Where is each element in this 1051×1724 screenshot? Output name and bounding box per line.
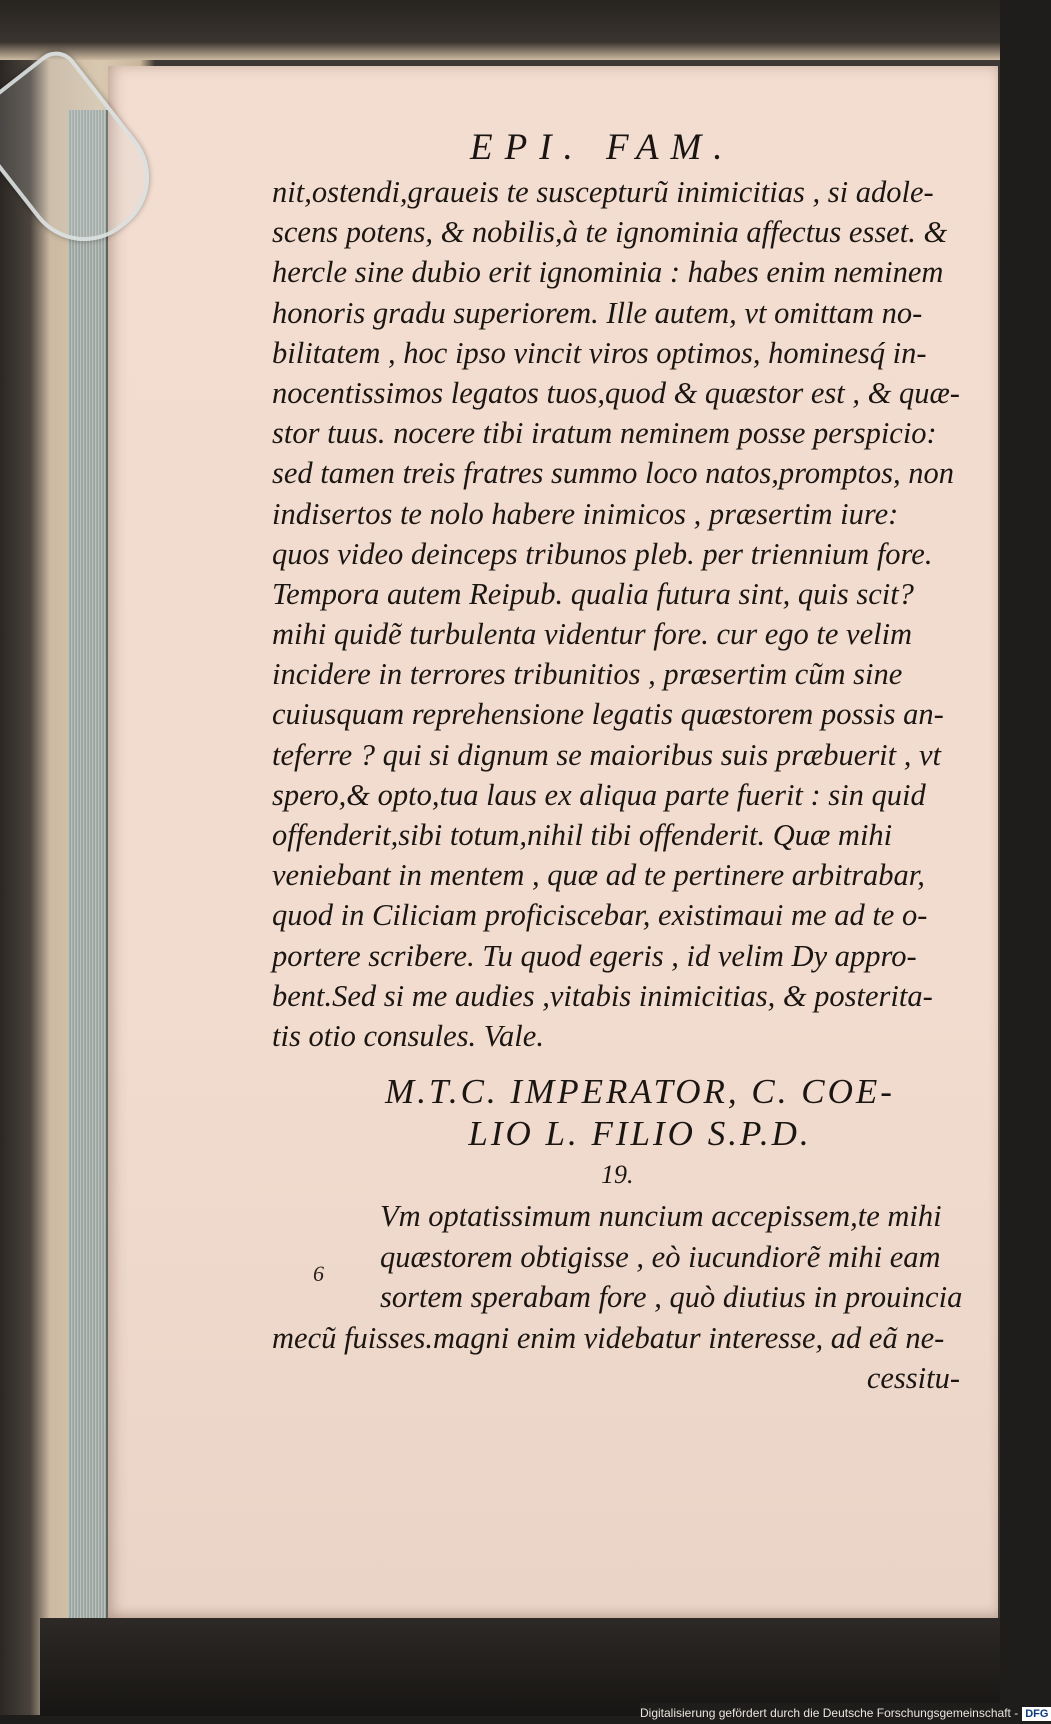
page-edge-stack [68,110,109,1630]
letter-line: mecũ fuisses.magni enim videbatur interesse, ad eã ne- [272,1320,945,1355]
text-line: incidere in terrores tribunitios , præsertim cũm sine [272,657,903,692]
letter-line: quæstorem obtigisse , eò iucundiorẽ mihi eam [380,1239,941,1274]
text-line: portere scribere. Tu quod egeris , id velim Dy appro- [272,938,917,973]
epistle-heading-line2: LIO L. FILIO S.P.D. [468,1114,812,1153]
running-head: EPI. FAM. [470,127,735,168]
digitization-footer [640,1703,1049,1724]
text-line: sed tamen treis fratres summo loco natos,promptos, non [272,456,955,491]
letter-text [272,1196,1000,1399]
text-line: teferre ? qui si dignum se maioribus suis præbuerit , vt [272,737,942,772]
text-line: mihi quidẽ turbulenta videntur fore. cur ego te velim [272,617,913,652]
text-line: nit,ostendi,graueis te suscepturũ inimicitias , si adole- [272,175,934,209]
text-line: veniebant in mentem , quæ ad te pertinere arbitrabar, [272,858,925,893]
letter-line: sortem sperabam fore , quò diutius in prouincia [380,1280,963,1314]
text-line: Tempora autem Reipub. qualia futura sint, quis scit? [272,576,914,611]
text-line: tis otio consules. Vale. [272,1018,544,1053]
binding-top-edge [0,0,1000,60]
margin-number: 6 [313,1261,324,1286]
text-line: cuiusquam reprehensione legatis quæstorem possis an- [272,697,944,732]
text-line: spero,& opto,tua laus ex aliqua parte fuerit : sin quid [272,777,926,812]
body-text [272,172,992,1056]
text-line: quos video deinceps tribunos pleb. per triennium fore. [272,536,933,571]
text-line: bent.Sed si me audies ,vitabis inimicitias, & posterita- [272,978,933,1013]
epistle-heading-line1: M.T.C. IMPERATOR, C. COE- [385,1072,895,1111]
page-bottom-shadow [40,1618,1000,1716]
text-line: indisertos te nolo habere inimicos , præsertim iure: [272,496,899,531]
text-line: honoris gradu superiorem. Ille autem, vt omittam no- [272,295,923,330]
text-line: quod in Ciliciam proficiscebar, existimaui me ad te o- [272,898,928,933]
text-line: offenderit,sibi totum,nihil tibi offenderit. Quæ mihi [272,818,893,852]
text-line: scens potens, & nobilis,à te ignominia affectus esset. & [272,215,948,250]
text-line: stor tuus. nocere tibi iratum neminem posse perspicio: [272,416,937,451]
text-line: bilitatem , hoc ipso vincit viros optimos, hominesq́ in- [272,335,927,370]
epistle-number: 19. [601,1160,634,1189]
text-line: nocentissimos legatos tuos,quod & quæstor est , & quæ- [272,375,960,410]
letter-line: Vm optatissimum nuncium accepissem,te mihi [380,1199,942,1233]
text-line: hercle sine dubio erit ignominia : habes enim neminem [272,255,944,290]
footer-text: Digitalisierung gefördert durch die Deutsche Forschungsgemeinschaft - [640,1706,1019,1720]
catchword: cessitu- [866,1361,960,1395]
dfg-logo: DFG [1022,1707,1051,1721]
